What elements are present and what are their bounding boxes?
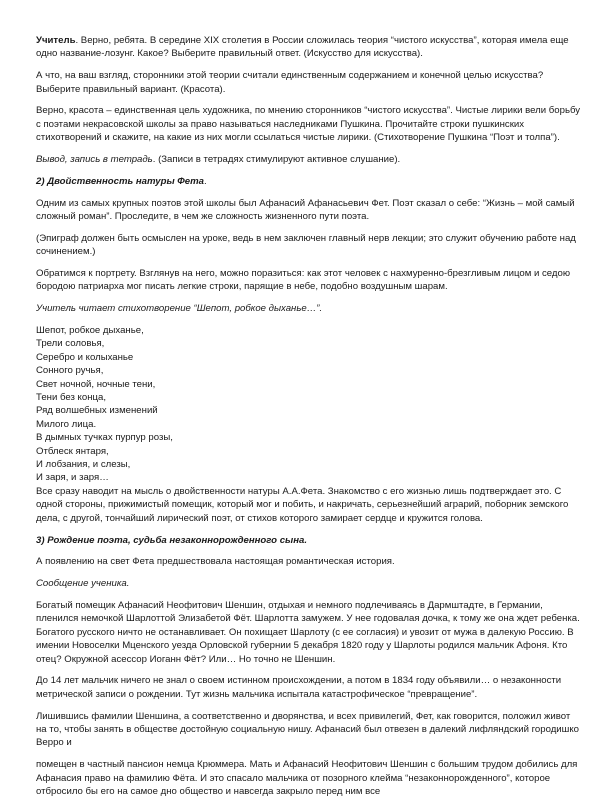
- poem-line: Сонного ручья,: [36, 365, 104, 377]
- stage-direction: Сообщение ученика.: [36, 578, 130, 590]
- instruction-label: Вывод, запись в тетрадь: [36, 154, 153, 166]
- paragraph: помещен в частный пансион немца Крюммера. Мать и Афанасий Неофитович Шеншин с большим трудом добились для Афанасия право на фамилию Фёта. И это спасало мальчика от позорного клейма “незаконнорожденного”, которое отбросило бы его на самое дно общество и навсегда закрыло перед ним все: [36, 759, 578, 797]
- paragraph: До 14 лет мальчик ничего не знал о своем истинном происхождении, а потом в 1834 году объявили… о незаконности метрической записи о рождении. Тут жизнь мальчика испытала катастрофическое “превращение”.: [36, 675, 562, 700]
- stage-direction: Учитель читает стихотворение “Шепот, робкое дыханье…”.: [36, 303, 323, 315]
- poem-line: Свет ночной, ночные тени,: [36, 378, 156, 390]
- paragraph-text: . Верно, ребята. В середине XIX столетия в России сложилась теория “чистого искусства”, которая имела еще одно название-лозунг. Какое? Выберите правильный ответ. (Искусство для искусства).: [36, 35, 569, 60]
- poem-line: И лобзания, и слезы,: [36, 459, 131, 471]
- poem-line: И заря, и заря…: [36, 472, 109, 484]
- poem-line: Серебро и колыханье: [36, 351, 134, 363]
- poem-line: Отблеск янтаря,: [36, 445, 109, 457]
- poem-line: Милого лица.: [36, 418, 97, 430]
- paragraph-text: . (Записи в тетрадях стимулируют активное слушание).: [152, 154, 401, 166]
- poem-line: Тени без конца,: [36, 392, 106, 404]
- poem-line: Ряд волшебных изменений: [36, 405, 158, 417]
- document-body: [36, 34, 583, 798]
- poem-line: Трели соловья,: [36, 338, 105, 350]
- paragraph: Лишившись фамилии Шеншина, а соответственно и дворянства, и всех привилегий, Фет, как говорится, положил живот на то, чтобы занять в обществе достойную социальную нишу. Афанасий был отвезен в далекий лифляндский городишко Верро и: [36, 710, 579, 749]
- speaker-label: Учитель: [36, 35, 76, 46]
- paragraph: Одним из самых крупных поэтов этой школы был Афанасий Афанасьевич Фет. Поэт сказал о себе: “Жизнь – мой самый сложный роман”. Проследите, в чем же сложность жизненного пути поэта.: [36, 197, 575, 223]
- paragraph: А появлению на свет Фета предшествовала настоящая романтическая история.: [36, 556, 395, 568]
- section-heading-tail: .: [204, 175, 207, 187]
- paragraph: Обратимся к портрету. Взглянув на него, можно поразиться: как этот человек с нахмуренно-брезгливым лицом и седою бородою патриарха мог писать легкие строки, парящие в небе, подобно воздушным шарам.: [36, 268, 571, 293]
- paragraph: Все сразу наводит на мысль о двойственности натуры А.А.Фета. Знакомство с его жизнью лишь подтверждает это. С одной стороны, прижимистый помещик, который мог и побить, и накричать, серьезнейший аграрий, поборник земского дела, с другой, тончайший лирический поэт, от стихов которого замирает сердце и кружится голова.: [36, 485, 569, 524]
- poem-line: В дымных тучках пурпур розы,: [36, 432, 173, 444]
- poem-line: Шепот, робкое дыханье,: [36, 325, 144, 337]
- paragraph: Верно, красота – единственная цель художника, по мнению сторонников “чистого искусства”. Чистые лирики вели борьбу с поэтами некрасовской школы за право называться наследниками Пушкина. Прочитайте строки пушкинских стихотворений и скажите, на какие из них могли ссылаться чистые лирики. (Стихотворение Пушкина “Поэт и толпа”).: [36, 105, 581, 144]
- section-heading: 3) Рождение поэта, судьба незаконнорожденного сына.: [36, 534, 308, 546]
- paragraph: А что, на ваш взгляд, сторонники этой теории считали единственным содержанием и конечной целью искусства? Выберите правильный вариант. (Красота).: [36, 70, 544, 95]
- paragraph: Богатый помещик Афанасий Неофитович Шеншин, отдыхая и немного подлечиваясь в Дармштадте, в Германии, пленился немочкой Шарлоттой Элизабетой Фёт. Шарлотта замужем. У нее годовалая дочка, к тому же она ждет ребенка. Богатого русского ничто не останавливает. Он похищает Шарлоту (с ее согласия) и увозит от мужа в далекую Россию. В имении Новоселки Мценского уезда Орловской губернии 5 декабря 1820 году у Шарлоты родился мальчик Афоня. Кто отец? Окружной асессор Иоганн Фёт? Или… Но точно не Шеншин.: [36, 599, 580, 665]
- poem: [36, 324, 583, 485]
- section-heading: [36, 175, 583, 188]
- section-heading-text: 2) Двойственность натуры Фета: [36, 175, 205, 187]
- paragraph: [36, 153, 583, 166]
- paragraph: [36, 34, 583, 61]
- paragraph: (Эпиграф должен быть осмыслен на уроке, ведь в нем заключен главный нерв лекции; это служит обучению работе над сочинением.): [36, 232, 576, 258]
